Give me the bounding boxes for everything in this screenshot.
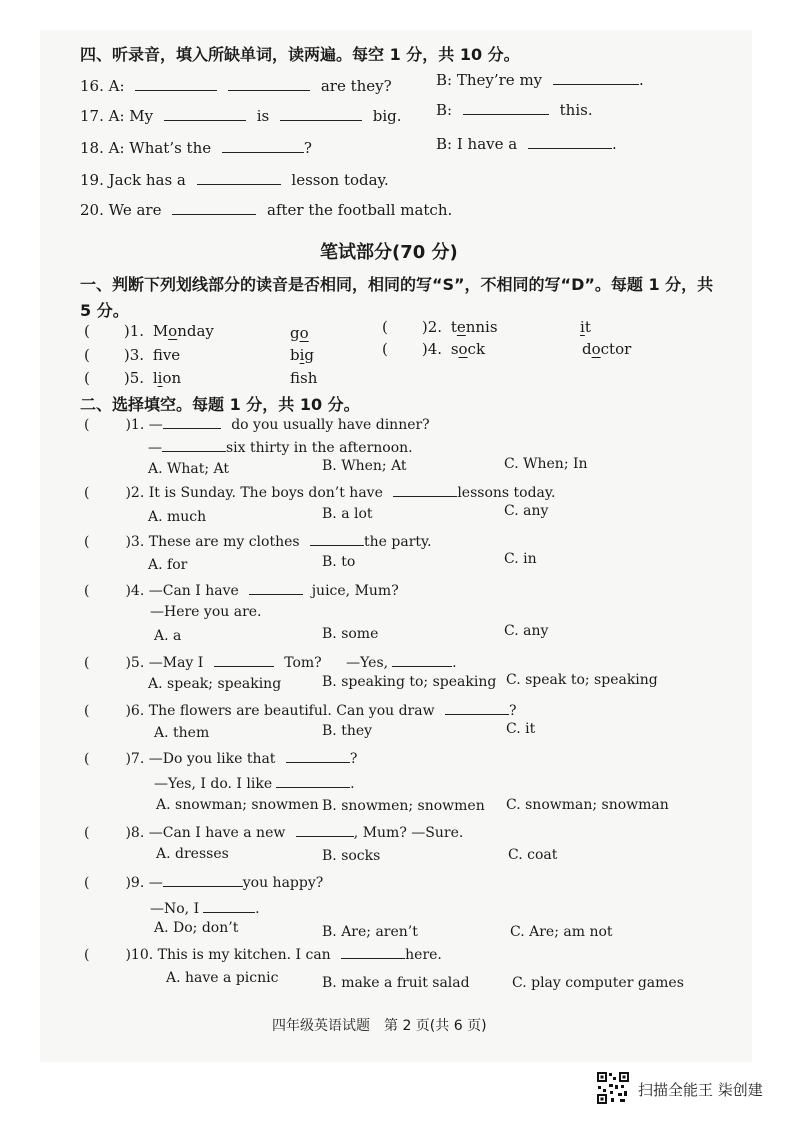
choice-q1-opt-c: C. When; In	[504, 456, 588, 472]
choice-q3-opt-a: A. for	[148, 557, 188, 573]
question-18-b: B: I have a .	[436, 135, 617, 153]
choice-q3-opt-b: B. to	[322, 554, 356, 570]
choice-q2-line1: ( )2. It is Sunday. The boys don’t have lessons today.	[84, 482, 555, 501]
written-part-title: 笔试部分(70 分)	[320, 242, 458, 263]
choice-q5-opt-b: B. speaking to; speaking	[322, 674, 497, 690]
choice-q2-opt-c: C. any	[504, 503, 549, 519]
part2-heading: 二、选择填空。每题 1 分，共 10 分。	[80, 395, 360, 414]
part1-heading-line2: 5 分。	[80, 301, 129, 320]
choice-q3-opt-c: C. in	[504, 551, 537, 567]
choice-q7-line1: ( )7. —Do you like that ?	[84, 748, 357, 767]
question-19: 19. Jack has a lesson today.	[80, 171, 389, 189]
choice-q8-line1: ( )8. —Can I have a new , Mum? —Sure.	[84, 822, 463, 841]
choice-q4-opt-a: A. a	[154, 628, 182, 644]
choice-q1-opt-b: B. When; At	[322, 458, 407, 474]
choice-q8-opt-a: A. dresses	[156, 846, 229, 862]
question-16-b: B: They’re my .	[436, 71, 644, 89]
choice-q7-opt-b: B. snowmen; snowmen	[322, 798, 485, 814]
choice-q2-opt-b: B. a lot	[322, 506, 373, 522]
phonics-item-5-word2: fsh	[290, 369, 318, 387]
question-17: 17. A: My is big.	[80, 107, 402, 125]
choice-q9-opt-c: C. Are; am not	[510, 924, 613, 940]
qr-code-icon	[596, 1071, 630, 1105]
choice-q10-opt-c: C. play computer games	[512, 975, 684, 991]
choice-q9-opt-a: A. Do; don’t	[154, 920, 239, 936]
choice-q5-opt-c: C. speak to; speaking	[506, 672, 658, 688]
choice-q1-line2: — six thirty in the afternoon.	[148, 437, 413, 456]
question-20: 20. We are after the football match.	[80, 201, 453, 219]
choice-q10-line1: ( )10. This is my kitchen. I can here.	[84, 944, 442, 963]
choice-q8-opt-c: C. coat	[508, 847, 558, 863]
part1-heading-line1: 一、判断下列划线部分的读音是否相同，相同的写“S”，不相同的写“D”。每题 1 分，共	[80, 275, 714, 294]
phonics-item-2: ( )2. tennis	[382, 318, 498, 336]
choice-q6-opt-b: B. they	[322, 723, 373, 739]
phonics-item-5: ( )5. lion	[84, 369, 182, 387]
choice-q2-opt-a: A. much	[148, 509, 207, 525]
choice-q10-opt-b: B. make a fruit salad	[322, 975, 470, 991]
phonics-item-1-word2: go	[290, 324, 309, 342]
phonics-item-2-word2: it	[580, 318, 591, 336]
choice-q5-line1: ( )5. —May I Tom? —Yes, .	[84, 652, 457, 671]
choice-q7-opt-a: A. snowman; snowmen	[156, 797, 319, 813]
question-16: 16. A: are they?	[80, 77, 392, 95]
choice-q1-line1: ( )1. — do you usually have dinner?	[84, 414, 430, 433]
choice-q4-line2: —Here you are.	[150, 604, 262, 620]
choice-q4-line1: ( )4. —Can I have juice, Mum?	[84, 580, 399, 599]
watermark-text: 扫描全能王 柒创建	[638, 1081, 763, 1099]
phonics-item-4: ( )4. sock	[382, 340, 486, 358]
choice-q6-line1: ( )6. The flowers are beautiful. Can you draw ?	[84, 700, 517, 719]
choice-q9-opt-b: B. Are; aren’t	[322, 924, 418, 940]
choice-q5-opt-a: A. speak; speaking	[148, 676, 282, 692]
question-18: 18. A: What’s the ?	[80, 139, 312, 157]
choice-q6-opt-a: A. them	[154, 725, 210, 741]
choice-q4-opt-c: C. any	[504, 623, 549, 639]
choice-q1-opt-a: A. What; At	[148, 461, 230, 477]
choice-q9-line2: —No, I .	[150, 898, 260, 917]
choice-q7-opt-c: C. snowman; snowman	[506, 797, 669, 813]
phonics-item-3: ( )3. fve	[84, 346, 181, 364]
choice-q8-opt-b: B. socks	[322, 848, 381, 864]
choice-q9-line1: ( )9. — you happy?	[84, 872, 323, 891]
choice-q10-opt-a: A. have a picnic	[166, 970, 279, 986]
phonics-item-1: ( )1. Monday	[84, 322, 214, 340]
choice-q4-opt-b: B. some	[322, 626, 379, 642]
choice-q7-line2: —Yes, I do. I like .	[154, 773, 355, 792]
phonics-item-4-word2: doctor	[582, 340, 632, 358]
phonics-item-3-word2: big	[290, 346, 315, 364]
choice-q6-opt-c: C. it	[506, 721, 536, 737]
listening-heading: 四、听录音，填入所缺单词，读两遍。每空 1 分，共 10 分。	[80, 45, 520, 64]
page-footer: 四年级英语试题 第 2 页(共 6 页)	[272, 1018, 487, 1034]
choice-q3-line1: ( )3. These are my clothes the party.	[84, 531, 432, 550]
question-17-b: B: this.	[436, 101, 593, 119]
